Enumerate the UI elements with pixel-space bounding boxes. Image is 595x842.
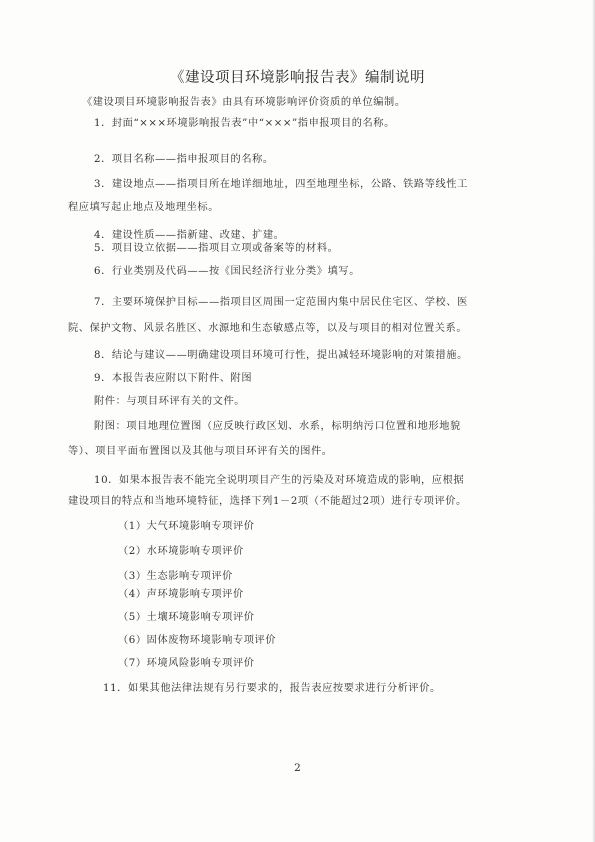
item-1: 1．封面“×××环境影响报告表”中“×××”指申报项目的名称。 [94,118,395,129]
special-assessment-item: （5）土壤环境影响专项评价 [118,612,255,623]
figure-note-line-2: 等）、项目平面布置图以及其他与项目环评有关的图件。 [68,446,333,457]
special-assessment-item: （1）大气环境影响专项评价 [118,521,255,532]
special-assessment-item: （3）生态影响专项评价 [118,571,233,582]
special-assessment-item: （6）固体废物环境影响专项评价 [118,635,277,646]
item-10-line-2: 建设项目的特点和当地环境特征，选择下列1－2项（不能超过2项）进行专项评价。 [68,496,467,507]
figure-note-line-1: 附图：项目地理位置图（应反映行政区划、水系，标明纳污口位置和地形地貌 [94,421,461,432]
item-3-line-1: 3．建设地点——指项目所在地详细地址，四至地理坐标，公路、铁路等线性工 [94,179,468,190]
item-10-line-1: 10．如果本报告表不能完全说明项目产生的污染及对环境造成的影响，应根据 [94,475,465,486]
document-title: 《建设项目环境影响报告表》编制说明 [170,70,425,86]
item-11: 11．如果其他法律法规有另行要求的，报告表应按要求进行分析评价。 [103,683,441,694]
item-9: 9．本报告表应附以下附件、附图 [94,373,253,384]
page-number: 2 [294,762,301,774]
item-3-line-2: 程应填写起止地点及地理坐标。 [68,202,220,213]
item-6: 6．行业类别及代码——按《国民经济行业分类》填写。 [94,266,360,277]
special-assessment-item: （7）环境风险影响专项评价 [118,658,255,669]
item-5: 5．项目设立依据——指项目立项或备案等的材料。 [94,243,339,254]
attachment-note: 附件：与项目环评有关的文件。 [94,396,246,407]
item-7-line-2: 院、保护文物、风景名胜区、水源地和生态敏感点等，以及与项目的相对位置关系。 [68,323,468,334]
item-2: 2．项目名称——指申报项目的名称。 [94,154,274,165]
intro-text: 《建设项目环境影响报告表》由具有环境影响评价资质的单位编制。 [82,97,406,108]
item-4: 4．建设性质——指新建、改建、扩建。 [94,230,285,241]
special-assessment-item: （2）水环境影响专项评价 [118,546,244,557]
item-8: 8．结论与建议——明确建设项目环境可行性，提出减轻环境影响的对策措施。 [94,350,468,361]
item-7-line-1: 7．主要环境保护目标——指项目区周围一定范围内集中居民住宅区、学校、医 [94,297,468,308]
special-assessment-item: （4）声环境影响专项评价 [118,589,244,600]
